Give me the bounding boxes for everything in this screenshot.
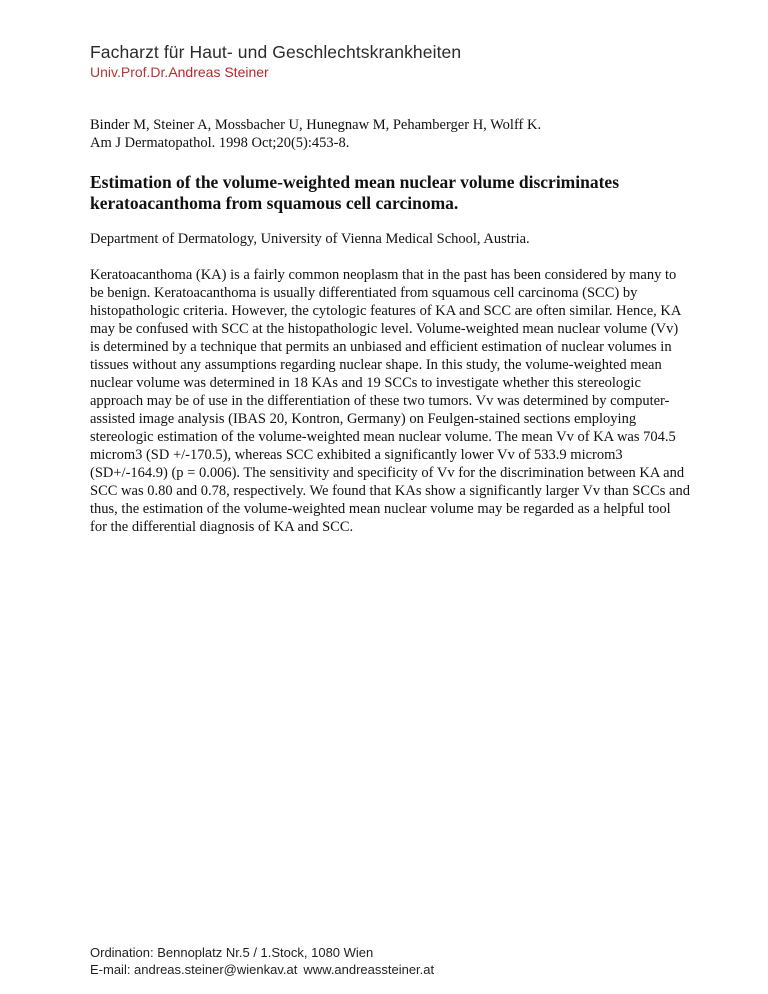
article-authors: Binder M, Steiner A, Mossbacher U, Hunegnaw M, Pehamberger H, Wolff K. (90, 117, 542, 133)
footer-contact (90, 961, 434, 978)
footer-email[interactable]: E-mail: andreas.steiner@wienkav.at (90, 962, 298, 977)
letterhead-title: Facharzt für Haut- und Geschlechtskrankheiten (90, 42, 462, 62)
footer (90, 944, 434, 978)
article-abstract: Keratoacanthoma (KA) is a fairly common neoplasm that in the past has been considered by many to be benign. Keratoacanthoma is usually differentiated from squamous cell carcinoma (SCC) by histopathologic criteria. However, the cytologic features of KA and SCC are often similar. Hence, KA may be confused with SCC at the histopathologic level. Volume-weighted mean nuclear volume (Vv) is determined by a technique that permits an unbiased and efficient estimation of nuclear volumes in tissues without any assumptions regarding nuclear shape. In this study, the volume-weighted mean nuclear volume was determined in 18 KAs and 19 SCCs to investigate whether this stereologic approach may be of use in the differentiation of these two tumors. Vv was determined by computer-assisted image analysis (IBAS 20, Kontron, Germany) on Feulgen-stained sections employing stereologic estimation of the volume-weighted mean nuclear volume. The mean Vv of KA was 704.5 microm3 (SD +/-170.5), whereas SCC exhibited a significantly lower Vv of 533.9 microm3 (SD+/-164.9) (p = 0.006). The sensitivity and specificity of Vv for the discrimination between KA and SCC was 0.80 and 0.78, respectively. We found that KAs show a significantly larger Vv than SCCs and thus, the estimation of the volume-weighted mean nuclear volume may be regarded as a helpful tool for the differential diagnosis of KA and SCC. (90, 267, 690, 535)
letterhead-doctor (90, 63, 461, 81)
footer-website[interactable]: www.andreassteiner.at (303, 962, 435, 977)
footer-address: Ordination: Bennoplatz Nr.5 / 1.Stock, 1080 Wien (90, 945, 374, 960)
article-citation: Am J Dermatopathol. 1998 Oct;20(5):453-8. (90, 135, 350, 151)
letterhead (90, 42, 461, 81)
article-affiliation: Department of Dermatology, University of Vienna Medical School, Austria. (90, 231, 530, 247)
article (90, 116, 690, 536)
article-title: Estimation of the volume-weighted mean nuclear volume discriminates keratoacanthoma from squamous cell carcinoma. (90, 172, 620, 213)
letterhead-name: Andreas Steiner (168, 64, 269, 80)
letterhead-prefix: Univ.Prof.Dr. (90, 64, 169, 80)
